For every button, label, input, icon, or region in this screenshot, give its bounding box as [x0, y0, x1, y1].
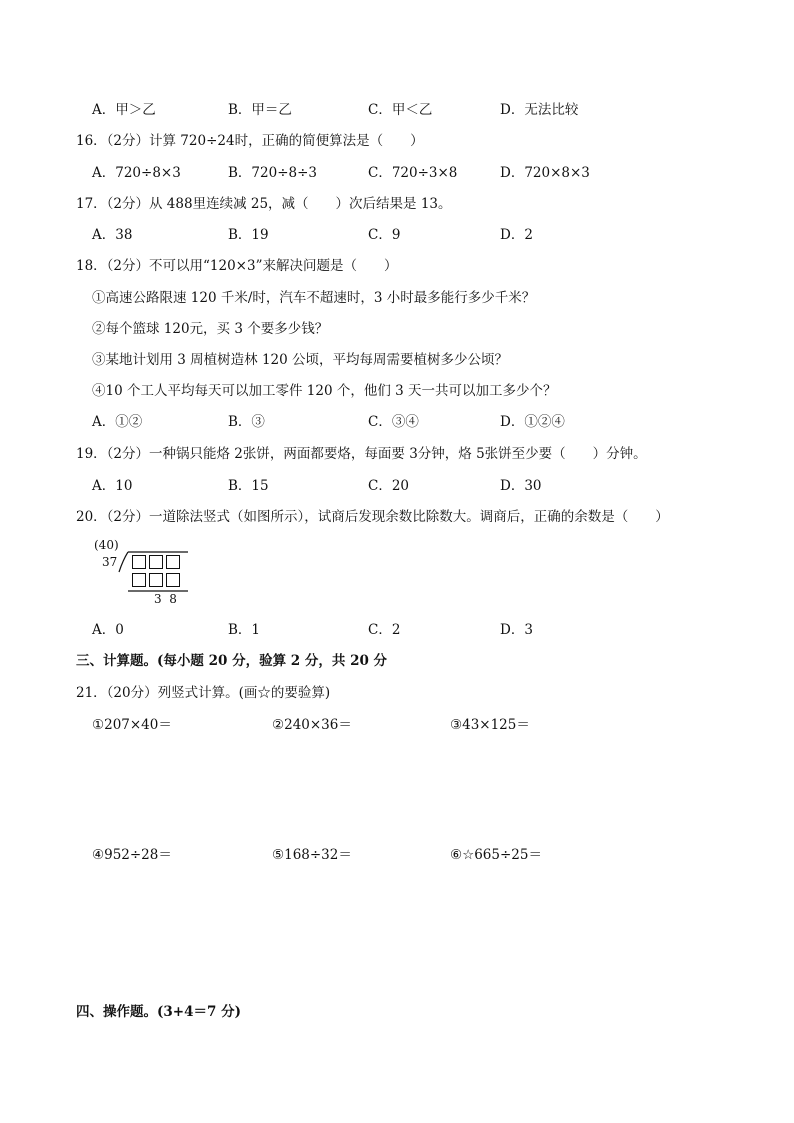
- q16-stem: 16．（2分）计算 720÷24时，正确的简便算法是（ ）: [76, 133, 424, 149]
- digit-box: [149, 555, 163, 569]
- q17-option-d: D．2: [500, 227, 533, 243]
- q17-stem: 17．（2分）从 488里连续减 25，减（ ）次后结果是 13。: [76, 196, 452, 212]
- q16-option-d: D．720×8×3: [500, 165, 590, 181]
- section-4-title: 四、操作题。(3+4＝7 分): [76, 1004, 241, 1020]
- q18-stem: 18．（2分）不可以用“120×3”来解决问题是（ ）: [76, 258, 398, 274]
- divisor-label: 37: [102, 555, 118, 569]
- section-3-title: 三、计算题。(每小题 20 分，验算 2 分，共 20 分: [76, 653, 388, 669]
- q18-item-4: ④10 个工人平均每天可以加工零件 120 个，他们 3 天一共可以加工多少个？: [92, 383, 557, 399]
- q19-option-d: D．30: [500, 478, 542, 494]
- q21-item-2: ②240×36＝: [272, 717, 352, 733]
- division-bracket-lines: [92, 538, 202, 608]
- q21-item-3: ③43×125＝: [450, 717, 530, 733]
- q17-option-b: B．19: [228, 227, 269, 243]
- q15-option-d: D．无法比较: [500, 102, 579, 118]
- q21-stem: 21．（20分）列竖式计算。(画☆的要验算): [76, 685, 331, 701]
- digit-box: [166, 573, 180, 587]
- long-division-figure: [92, 538, 202, 608]
- q18-item-1: ①高速公路限速 120 千米/时，汽车不超速时，3 小时最多能行多少千米？: [92, 290, 536, 306]
- q19-stem: 19．（2分）一种锅只能烙 2张饼，两面都要烙，每面要 3分钟，烙 5张饼至少要（ ）分钟。: [76, 446, 647, 462]
- q15-option-c: C．甲＜乙: [368, 102, 433, 118]
- q16-option-c: C．720÷3×8: [368, 165, 458, 181]
- q18-option-c: C．③④: [368, 414, 419, 430]
- quotient-trial-label: (40): [94, 538, 119, 552]
- q20-option-a: A．0: [92, 622, 124, 638]
- remainder-label: 3 8: [154, 592, 177, 606]
- q21-item-6: ⑥☆665÷25＝: [450, 847, 542, 863]
- q18-option-d: D．①②④: [500, 414, 565, 430]
- q19-option-b: B．15: [228, 478, 269, 494]
- digit-box: [132, 555, 146, 569]
- q17-option-c: C．9: [368, 227, 401, 243]
- digit-box: [166, 555, 180, 569]
- q15-option-b: B．甲＝乙: [228, 102, 292, 118]
- q16-option-a: A．720÷8×3: [92, 165, 181, 181]
- digit-box: [149, 573, 163, 587]
- q18-item-2: ②每个篮球 120元，买 3 个要多少钱？: [92, 321, 329, 337]
- q17-option-a: A．38: [92, 227, 133, 243]
- q19-option-a: A．10: [92, 478, 133, 494]
- q20-option-d: D．3: [500, 622, 533, 638]
- q18-option-a: A．①②: [92, 414, 143, 430]
- q20-option-c: C．2: [368, 622, 401, 638]
- q20-stem: 20．（2分）一道除法竖式（如图所示），试商后发现余数比除数大。调商后，正确的余数是（ ）: [76, 509, 669, 525]
- q15-option-a: A．甲＞乙: [92, 102, 156, 118]
- q16-option-b: B．720÷8÷3: [228, 165, 317, 181]
- q18-option-b: B．③: [228, 414, 265, 430]
- q18-item-3: ③某地计划用 3 周植树造林 120 公顷，平均每周需要植树多少公顷？: [92, 352, 509, 368]
- q19-option-c: C．20: [368, 478, 410, 494]
- digit-box: [132, 573, 146, 587]
- q21-item-5: ⑤168÷32＝: [272, 847, 352, 863]
- q20-option-b: B．1: [228, 622, 261, 638]
- q21-item-1: ①207×40＝: [92, 717, 172, 733]
- q21-item-4: ④952÷28＝: [92, 847, 172, 863]
